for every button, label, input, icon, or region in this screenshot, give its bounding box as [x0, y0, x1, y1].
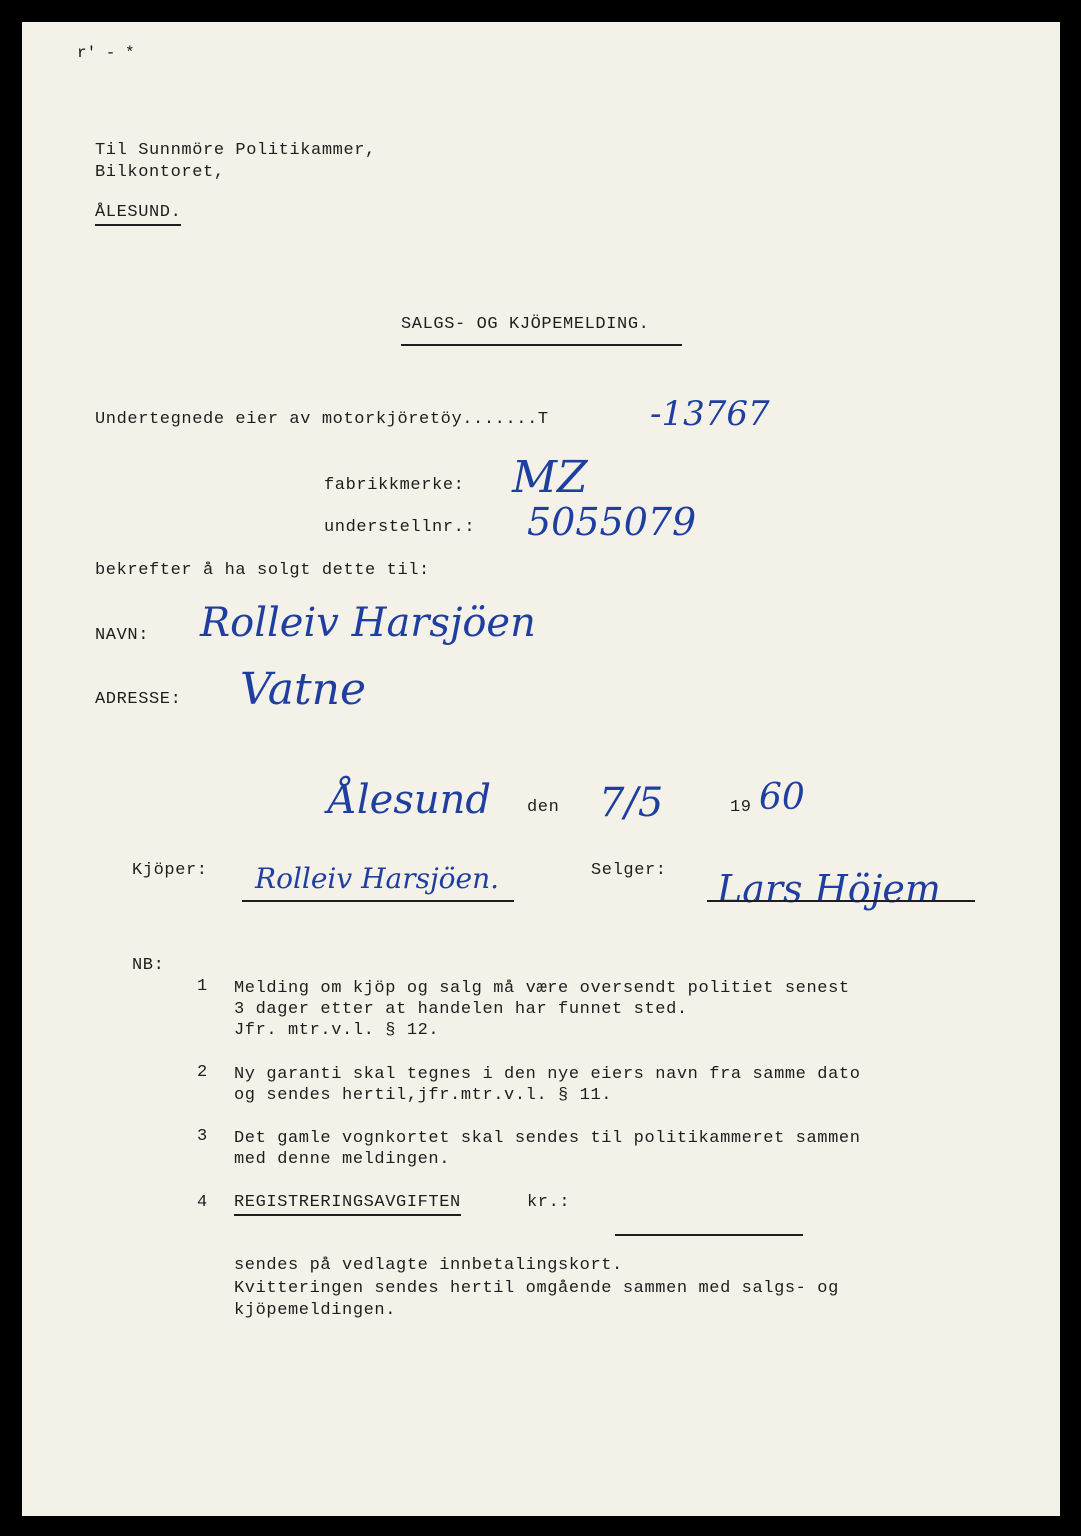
seller-signature-line — [707, 900, 975, 902]
year-prefix: 19 — [730, 798, 752, 817]
confirm-line: bekrefter å ha solgt dette til: — [95, 561, 430, 580]
note-1-number: 1 — [197, 977, 208, 996]
note-1-line-3: Jfr. mtr.v.l. § 12. — [234, 1021, 440, 1040]
corner-marks: r' - * — [77, 44, 135, 62]
recipient-city: ÅLESUND. — [95, 202, 181, 226]
address-label: ADRESSE: — [95, 690, 182, 709]
make-label: fabrikkmerke: — [324, 476, 465, 495]
owner-line: Undertegnede eier av motorkjöretöy.......T — [95, 410, 549, 429]
recipient-line-1: Til Sunnmöre Politikammer, — [95, 141, 376, 160]
seller-label: Selger: — [591, 861, 667, 880]
fee-amount-blank — [615, 1234, 803, 1236]
closing-line-2: Kvitteringen sendes hertil omgående sammen med salgs- og — [234, 1279, 839, 1298]
seller-signature: Lars Höjem — [717, 867, 941, 911]
make-value: MZ — [512, 452, 588, 503]
closing-line-3: kjöpemeldingen. — [234, 1301, 397, 1320]
note-3-line-1: Det gamle vognkortet skal sendes til politikammeret sammen — [234, 1129, 861, 1148]
note-1-line-1: Melding om kjöp og salg må være oversendt politiet senest — [234, 979, 850, 998]
note-1-line-2: 3 dager etter at handelen har funnet sted. — [234, 1000, 688, 1019]
closing-line-1: sendes på vedlagte innbetalingskort. — [234, 1256, 623, 1275]
name-label: NAVN: — [95, 626, 150, 645]
title-underline — [401, 344, 682, 346]
recipient-line-2: Bilkontoret, — [95, 163, 225, 182]
form-title: SALGS- OG KJÖPEMELDING. — [401, 315, 650, 334]
den-label: den — [527, 798, 560, 817]
registration-number: -13767 — [650, 394, 770, 434]
place-value: Ålesund — [328, 777, 492, 823]
chassis-value: 5055079 — [527, 500, 697, 544]
chassis-label: understellnr.: — [324, 518, 476, 537]
buyer-label: Kjöper: — [132, 861, 208, 880]
note-4-number: 4 — [197, 1193, 208, 1212]
nb-label: NB: — [132, 956, 165, 975]
note-2-line-1: Ny garanti skal tegnes i den nye eiers navn fra samme dato — [234, 1065, 861, 1084]
year-suffix: 60 — [759, 777, 805, 818]
buyer-signature: Rolleiv Harsjöen. — [255, 862, 500, 895]
note-2-line-2: og sendes hertil,jfr.mtr.v.l. § 11. — [234, 1086, 613, 1105]
note-3-number: 3 — [197, 1127, 208, 1146]
note-4-suffix: kr.: — [527, 1193, 571, 1212]
note-4-label: REGISTRERINGSAVGIFTEN — [234, 1192, 461, 1216]
buyer-signature-line — [242, 900, 514, 902]
note-2-number: 2 — [197, 1063, 208, 1082]
date-value: 7/5 — [599, 780, 664, 826]
name-value: Rolleiv Harsjöen — [200, 600, 536, 646]
note-3-line-2: med denne meldingen. — [234, 1150, 451, 1169]
document-page — [22, 22, 1060, 1516]
address-value: Vatne — [240, 664, 367, 715]
